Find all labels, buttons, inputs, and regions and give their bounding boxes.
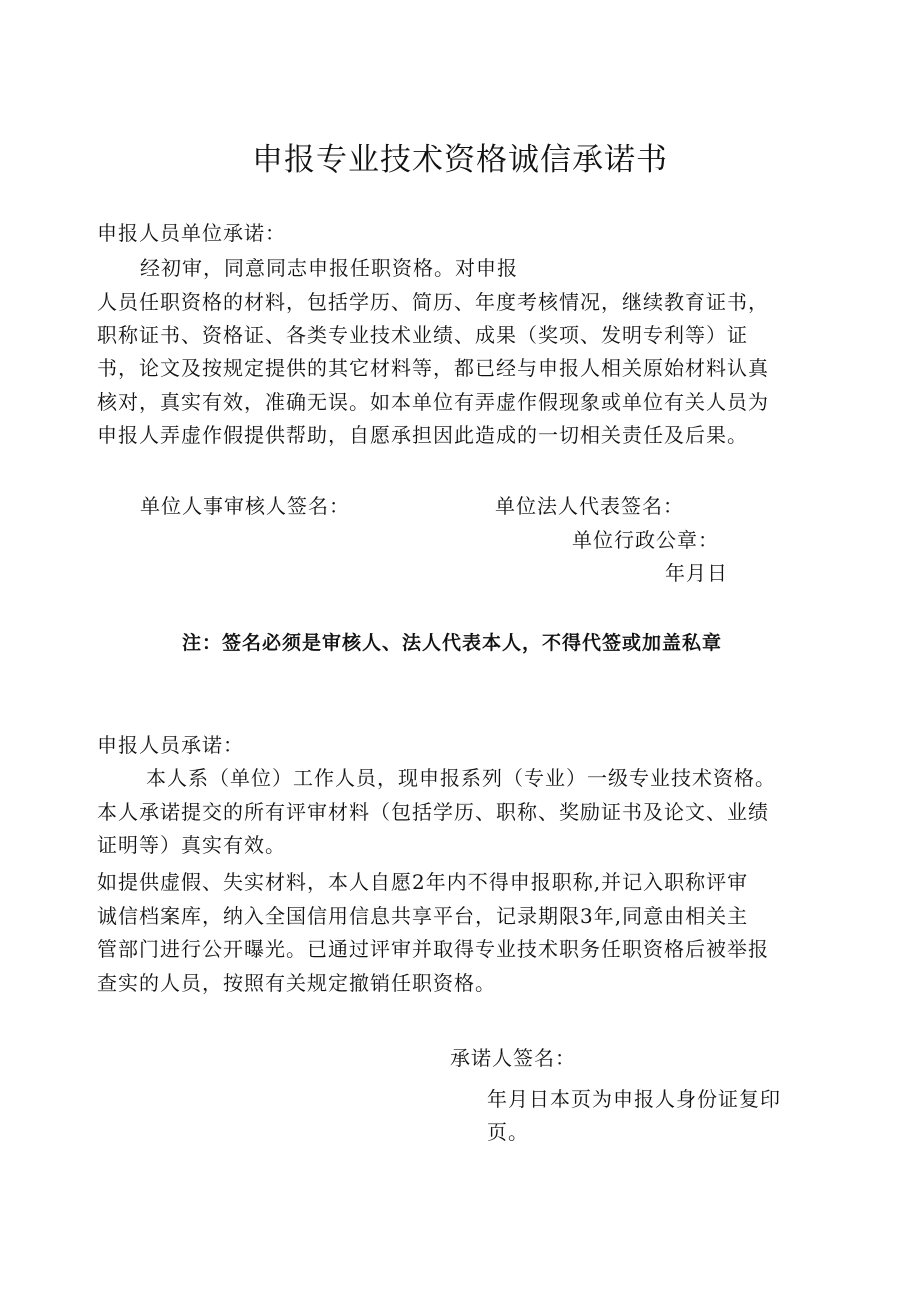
unit-commitment-line: 职称证书、资格证、各类专业技术业绩、成果（奖项、发明专利等）证 (97, 323, 748, 347)
legal-rep-signature-label: 单位法人代表签名： (495, 494, 684, 518)
unit-commitment-line: 书，论文及按规定提供的其它材料等，都已经与申报人相关原始材料认真 (97, 356, 769, 380)
unit-commitment-line: 人员任职资格的材料，包括学历、简历、年度考核情况，继续教育证书， (97, 290, 769, 314)
unit-commitment-line: 核对，真实有效，准确无误。如本单位有弄虚作假现象或单位有关人员为 (97, 390, 769, 414)
applicant-commitment-heading: 申报人员承诺： (97, 733, 244, 757)
applicant-commitment-line: 如提供虚假、失实材料，本人自愿2年内不得申报职称,并记入职称评审 (97, 870, 749, 894)
applicant-commitment-line: 本人系（单位）工作人员，现申报系列（专业）一级专业技术资格。 (146, 766, 776, 790)
applicant-date-id-copy-line: 页。 (487, 1120, 529, 1144)
official-seal-label: 单位行政公章： (572, 528, 719, 552)
applicant-commitment-line: 诚信档案库，纳入全国信用信息共享平台，记录期限3年,同意由相关主 (97, 904, 749, 928)
applicant-date-id-copy-line: 年月日本页为申报人身份证复印 (487, 1087, 781, 1111)
unit-date-label: 年月日 (665, 561, 728, 585)
signature-note: 注：签名必须是审核人、法人代表本人，不得代签或加盖私章 (182, 632, 723, 654)
applicant-commitment-line: 查实的人员，按照有关规定撤销任职资格。 (97, 971, 496, 995)
unit-commitment-heading: 申报人员单位承诺： (97, 221, 286, 245)
unit-commitment-line: 申报人弄虚作假提供帮助，自愿承担因此造成的一切相关责任及后果。 (97, 423, 748, 447)
applicant-commitment-line: 本人承诺提交的所有评审材料（包括学历、职称、奖励证书及论文、业绩 (97, 800, 769, 824)
unit-commitment-line: 经初审，同意同志申报任职资格。对申报 (140, 256, 518, 280)
applicant-signature-label: 承诺人签名： (450, 1046, 576, 1070)
hr-reviewer-signature-label: 单位人事审核人签名： (140, 494, 350, 518)
applicant-commitment-line: 证明等）真实有效。 (97, 833, 286, 857)
page-title: 申报专业技术资格诚信承诺书 (252, 142, 668, 178)
applicant-commitment-line: 管部门进行公开曝光。已通过评审并取得专业技术职务任职资格后被举报 (97, 937, 769, 961)
